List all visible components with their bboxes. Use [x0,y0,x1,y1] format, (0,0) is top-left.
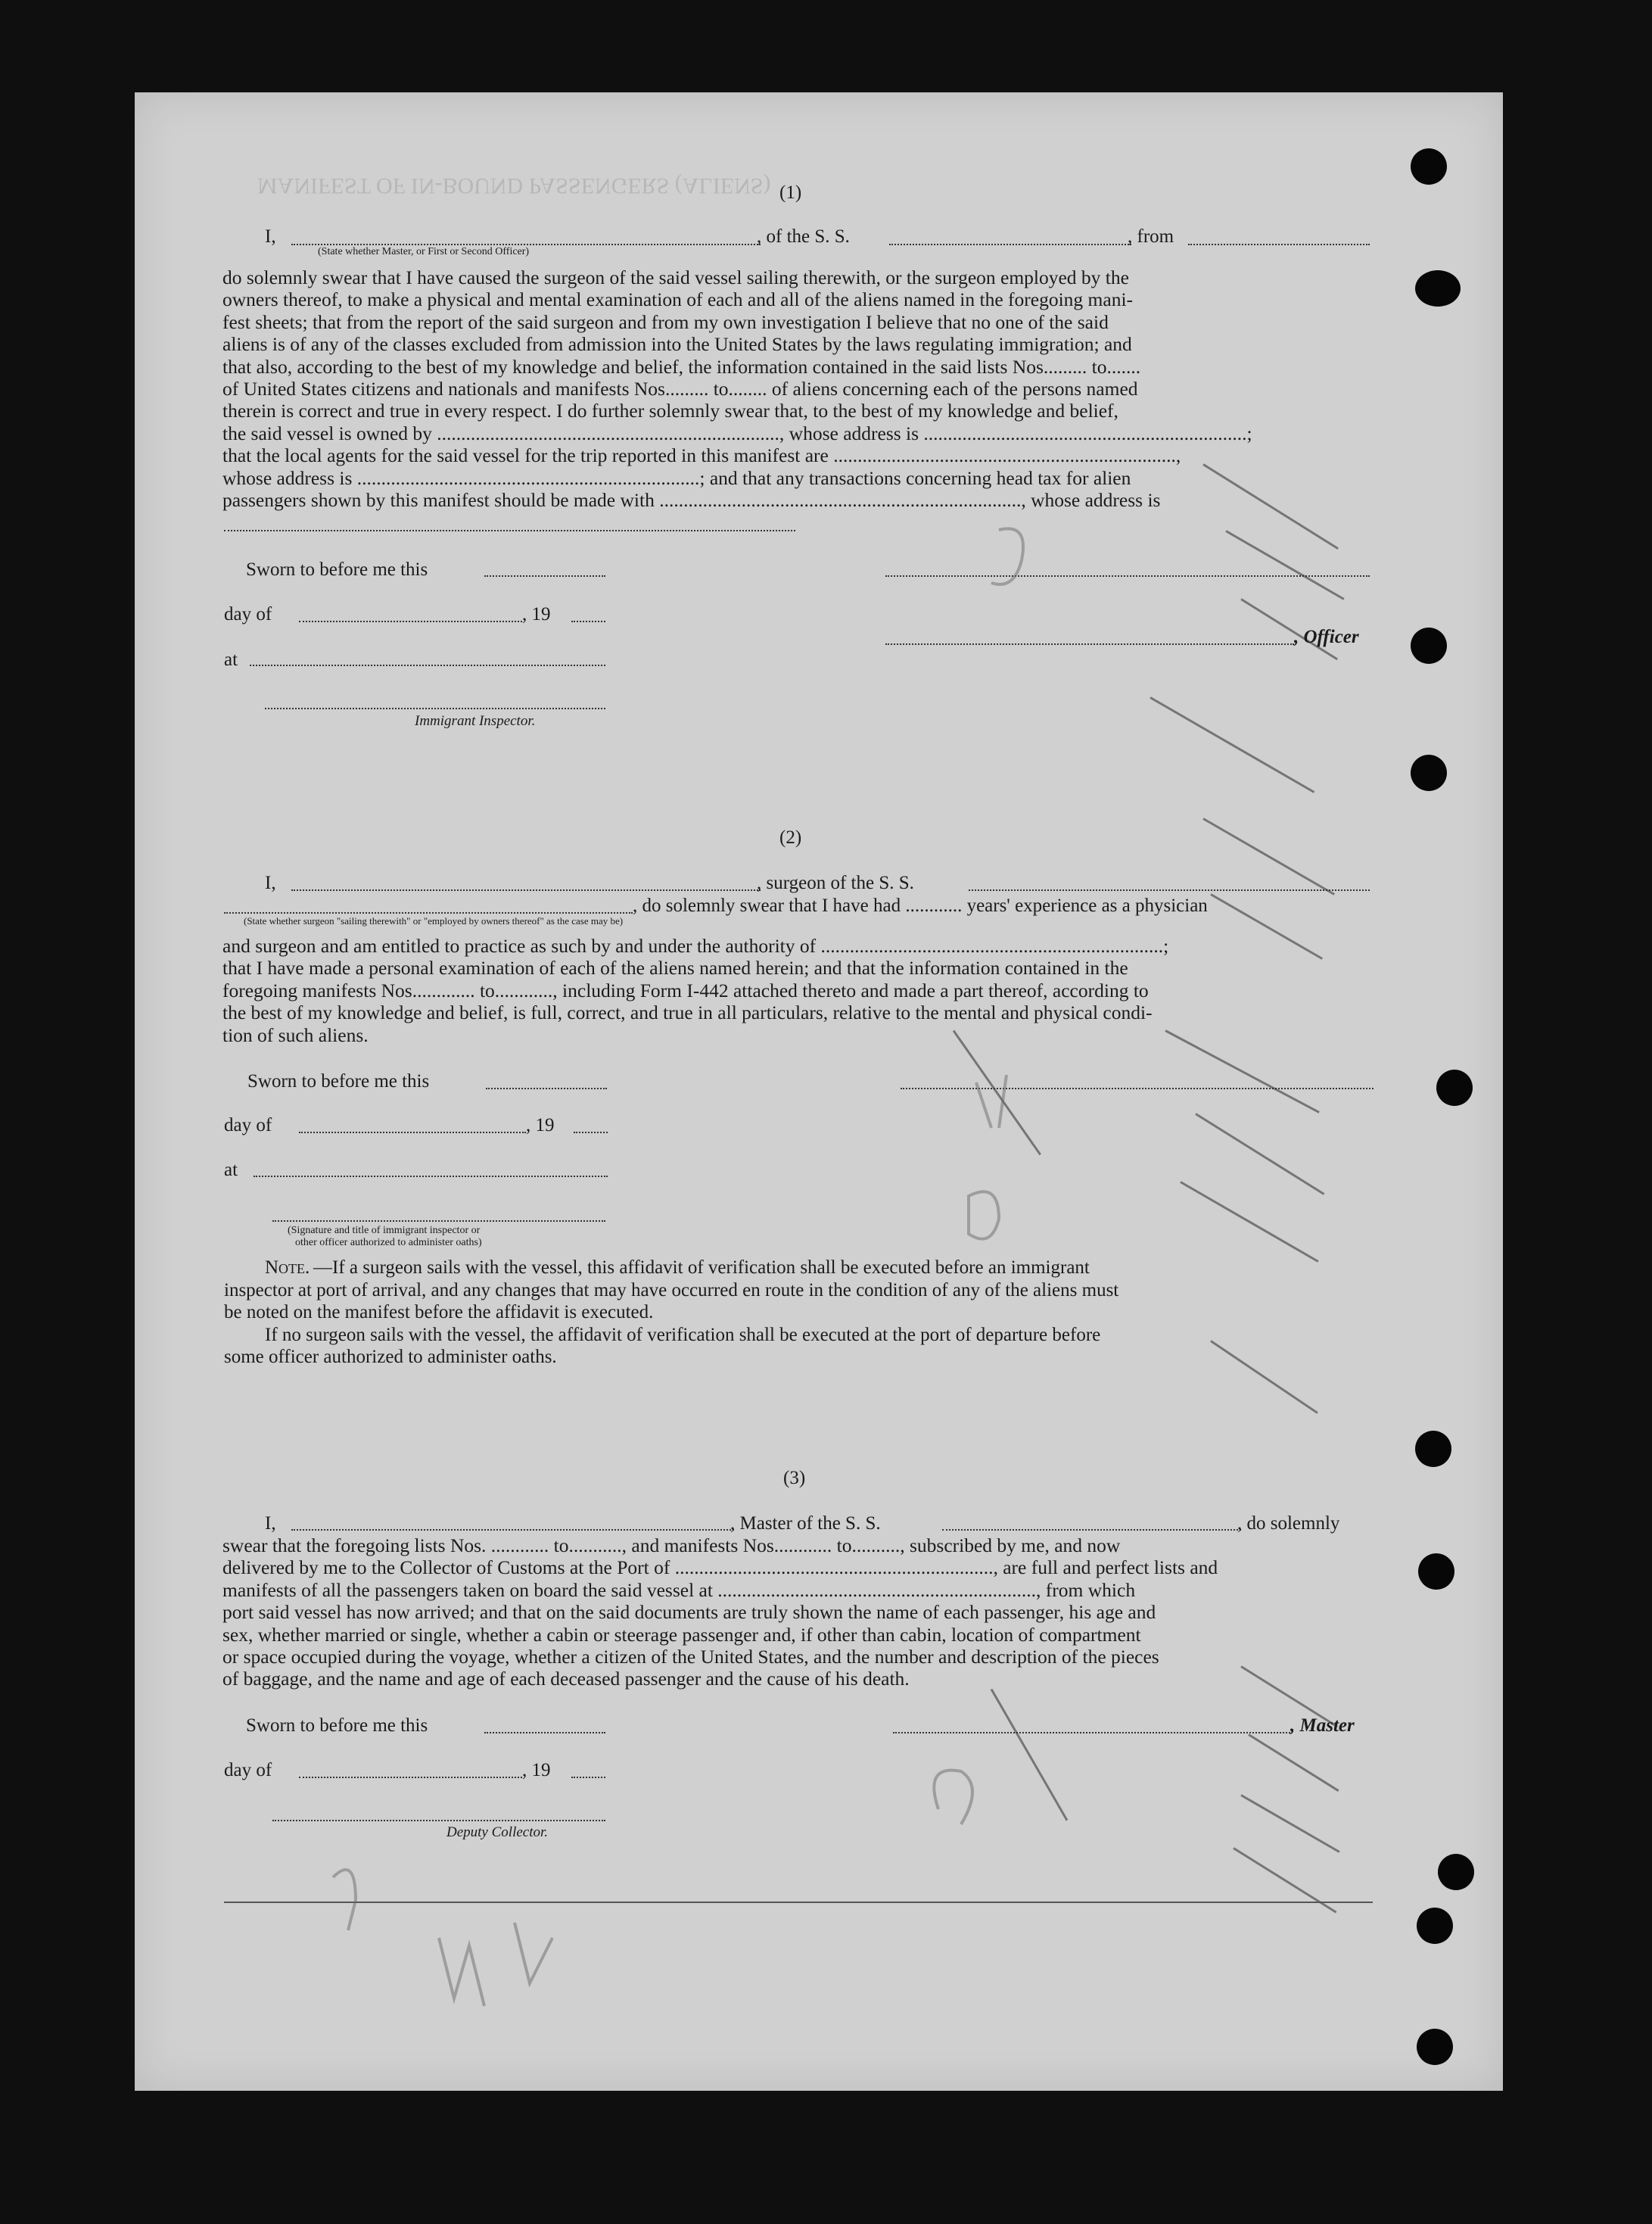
sec2-sig-note-1: (Signature and title of immigrant inspector or [288,1225,481,1236]
sec3-master-of-ss: , Master of the S. S. [730,1513,881,1534]
sec2-sig-note-2: other officer authorized to administer oaths) [295,1237,482,1248]
section-1-number: (1) [779,182,802,203]
sec1-line: that the local agents for the said vessel for the trip reported in this manifest are ......................................................................., [222,444,1181,467]
sec3-master-label: , Master [1290,1715,1355,1736]
sec3-line: swear that the foregoing lists Nos. ............ to..........., and manifests Nos............ to.........., subscribed by me, and now [222,1534,1121,1556]
sec2-line: foregoing manifests Nos............. to............, including Form I-442 attached thereto and made a part thereof, according to [222,979,1149,1001]
sec1-sworn: Sworn to before me this [246,559,428,580]
sec2-line: and surgeon and am entitled to practice as such by and under the authority of .......................................................................; [222,935,1169,957]
sec1-of-ss: , of the S. S. [757,226,850,247]
sec3-i: I, [265,1513,276,1534]
sec3-line: delivered by me to the Collector of Customs at the Port of .................................................................., are full and perfect lists and [222,1556,1218,1579]
sec2-day-of: day of [224,1115,272,1135]
sec2-line: the best of my knowledge and belief, is full, correct, and true in all particulars, relative to the mental and physical condi- [222,1001,1153,1024]
sec2-note-line: inspector at port of arrival, and any changes that may have occurred en route in the condition of any of the aliens must [224,1280,1119,1300]
sec2-note-line: some officer authorized to administer oaths. [224,1347,557,1367]
sec3-line: or space occupied during the voyage, whether a citizen of the United States, and the number and description of the pieces [222,1646,1159,1668]
sec2-i: I, [265,873,276,893]
sec3-sworn: Sworn to before me this [246,1715,428,1736]
sec1-inspector-label: Immigrant Inspector. [415,713,536,729]
sec2-note-line: —If a surgeon sails with the vessel, this affidavit of verification shall be executed before an immigrant [313,1257,1090,1278]
sec2-line: tion of such aliens. [222,1023,369,1046]
sec1-at: at [224,649,238,670]
sec1-line: do solemnly swear that I have caused the surgeon of the said vessel sailing therewith, or the surgeon employed by the [222,266,1129,288]
sec3-line: of baggage, and the name and age of each deceased passenger and the cause of his death. [222,1668,910,1690]
sec1-line: passengers shown by this manifest should be made with ..........................................................................., whose address is [222,489,1161,512]
sec1-day-of: day of [224,604,272,625]
sec1-line: of United States citizens and nationals and manifests Nos......... to........ of aliens concerning each of the persons named [222,378,1138,400]
sec1-title-note: (State whether Master, or First or Second Officer) [318,246,530,257]
sec3-line: sex, whether married or single, whether a cabin or steerage passenger and, if other than cabin, location of compartment [222,1623,1141,1646]
sec1-line: owners thereof, to make a physical and mental examination of each and all of the aliens named in the foregoing mani- [222,288,1134,311]
sec1-year: , 19 [522,604,551,625]
sec1-line: aliens is of any of the classes excluded from admission into the United States by the laws regulating immigration; and [222,333,1132,356]
sec2-note-line: be noted on the manifest before the affidavit is executed. [224,1302,654,1322]
sec1-line: therein is correct and true in every respect. I do further solemnly swear that, to the best of my knowledge and belief, [222,400,1118,422]
sec3-year: , 19 [522,1760,551,1780]
section-2-number: (2) [779,827,802,848]
sec2-surgeon-of-ss: , surgeon of the S. S. [757,873,914,893]
sec2-status-note: (State whether surgeon "sailing therewith" or "employed by owners thereof" as the case may be) [244,915,624,927]
sec3-day-of: day of [224,1760,272,1780]
sec1-i: I, [265,226,276,247]
sec1-line: the said vessel is owned by ......................................................................., whose address is ...................................................................; [222,422,1252,444]
sec3-line: manifests of all the passengers taken on board the said vessel at .................................................................., from which [222,1578,1136,1601]
sec1-line: that also, according to the best of my knowledge and belief, the information contained in the said lists Nos......... to....... [222,355,1141,378]
sec1-line: whose address is .......................................................................; and that any transactions concerning head tax for alien [222,466,1131,489]
sec3-solemnly: , do solemnly [1237,1513,1340,1534]
sec1-officer-label: , Officer [1294,627,1359,647]
sec2-sworn: Sworn to before me this [247,1071,430,1092]
sec2-line: that I have made a personal examination of each of the aliens named herein; and that the information contained in the [222,957,1128,980]
sec3-line: port said vessel has now arrived; and that on the said documents are truly shown the name of each passenger, his age and [222,1601,1156,1624]
sec2-at: at [224,1160,238,1180]
sec3-collector-label: Deputy Collector. [446,1824,549,1840]
sec2-note-line: If no surgeon sails with the vessel, the affidavit of verification shall be executed at the port of departure before [265,1325,1101,1345]
sec2-year: , 19 [526,1115,555,1135]
sec2-note-label: Note. [265,1257,310,1278]
sec1-line: fest sheets; that from the report of the said surgeon and from my own investigation I believe that no one of the said [222,310,1109,333]
sec2-line2: , do solemnly swear that I have had ............ years' experience as a physician [633,896,1208,916]
bleed-through-heading: MANIFEST OF IN-BOUND PASSENGERS (ALIENS) [257,173,771,198]
sec1-from: , from [1128,226,1174,247]
section-3-number: (3) [783,1468,806,1488]
